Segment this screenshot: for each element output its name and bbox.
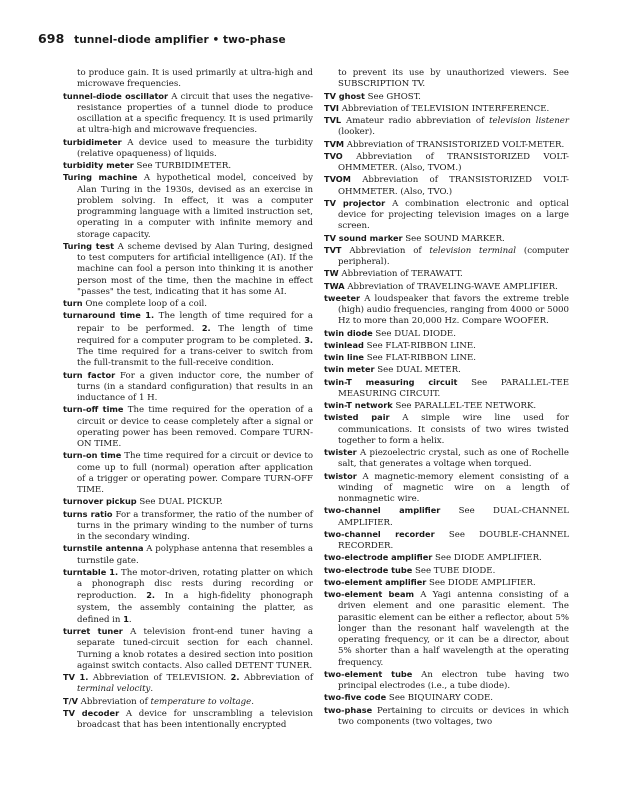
dictionary-entry [324, 589, 569, 669]
entry-term: two-electrode tube [324, 564, 413, 575]
entry-term: two-channel recorder [324, 528, 435, 539]
dictionary-entry [324, 447, 569, 471]
definition-text: The time required for a circuit or device to come up to full (normal) operation after application of a trigger or operating power. Compare TURN-OFF TIME. [77, 451, 313, 495]
entry-term: turbidimeter [63, 136, 122, 147]
definition-text: One complete loop of a coil. [82, 299, 207, 309]
dictionary-entry [324, 669, 569, 693]
definition-text: A combination electronic and optical device for projecting television images on a large screen. [338, 198, 569, 232]
entry-term: TVL [324, 115, 342, 125]
definition-text: Abbreviation of TELEVISION INTERFERENCE. [338, 103, 550, 114]
dictionary-entry [324, 151, 569, 175]
definition-text: Abbreviation of TRAVELING-WAVE AMPLIFIER. [344, 281, 558, 292]
sense-number: 1 [123, 613, 129, 624]
sense-number: 1. [109, 566, 119, 577]
dictionary-entry [324, 552, 569, 564]
definition-text: Abbreviation of [77, 696, 151, 707]
running-head-guide-words: tunnel-diode amplifier • two-phase [74, 34, 286, 46]
entry-term: tweeter [324, 292, 361, 303]
dictionary-entry [324, 245, 569, 269]
definition-text: Abbreviation of TRANSISTORIZED VOLT-OHMMETER. (Also, TVOM.) [338, 151, 569, 173]
dictionary-entry [324, 103, 569, 115]
dictionary-entry [324, 400, 569, 412]
entry-term: twisted pair [324, 412, 390, 423]
definition-text: Abbreviation of TRANSISTORIZED VOLT-METER. [344, 139, 565, 150]
entry-term: turns ratio [63, 508, 113, 519]
definition-text: Abbreviation of [239, 673, 314, 683]
definition-text: See TUBE DIODE. [412, 565, 496, 576]
sense-number: 2. [146, 590, 156, 601]
entry-term: TVO [324, 150, 343, 161]
entry-term: T/V [63, 695, 78, 706]
definition-text: Amateur radio abbreviation of [341, 116, 490, 126]
entry-term: twin meter [324, 364, 375, 375]
definition-text: A scheme devised by Alan Turing, designed to test computers for artificial intelligence (AI). If the machine can fool a person into thinking it is another person most of the time, then the machine in effect "passes" the test, indicating that it has some AI. [77, 241, 313, 297]
dictionary-entry [324, 377, 569, 401]
entry-term: TVT [324, 244, 342, 255]
definition-text: See FLAT-RIBBON LINE. [363, 353, 477, 363]
definition-text: See PARALLEL-TEE MEASURING CIRCUIT. [338, 377, 569, 399]
dictionary-entry [63, 298, 313, 310]
entry-term: turn [63, 298, 83, 308]
definition-text: See SOUND MARKER. [402, 233, 505, 244]
entry-term: twin diode [324, 327, 373, 338]
entry-term: two-electrode amplifier [324, 552, 433, 563]
definition-text: See DUAL DIODE. [372, 328, 456, 339]
dictionary-entry [324, 364, 569, 376]
definition-text: See DIODE AMPLIFIER. [426, 577, 536, 588]
sense-number: 3. [304, 334, 313, 345]
dictionary-entry [324, 198, 569, 233]
definition-text: The time required for the operation of a circuit or device to cease completely after a signal or operating power has been removed. Compare TURN-ON TIME. [77, 405, 314, 449]
entry-term: turntable [63, 566, 107, 577]
sense-number: 1. [145, 310, 155, 321]
definition-text: Abbreviation of TRANSISTORIZED VOLT-OHMMETER. (Also, TVO.) [338, 175, 569, 197]
definition-text: A circuit that uses the negative-resistance properties of a tunnel diode to produce oscillation at a specific frequency. It is used primarily at ultra-high and microwave frequencies. [77, 91, 313, 136]
italic-text: television listener [489, 116, 569, 126]
entry-term: TVM [324, 138, 345, 149]
entry-term: TV decoder [63, 707, 120, 718]
entry-term: twinlead [324, 339, 364, 350]
definition-text: A device for unscrambling a television broadcast that has been intentionally encrypted [77, 708, 313, 730]
dictionary-entry [63, 672, 313, 696]
definition-text: Abbreviation of [341, 245, 430, 256]
dictionary-entry [324, 565, 569, 577]
dictionary-entry [324, 268, 569, 280]
entry-term: two-element beam [324, 589, 415, 599]
dictionary-entry [324, 705, 569, 729]
dictionary-entry [324, 529, 569, 553]
entry-term: turn factor [63, 369, 116, 380]
dictionary-entry [63, 696, 313, 708]
dictionary-entry [324, 412, 569, 447]
dictionary-entry [63, 241, 313, 298]
entry-term: turn-on time [63, 450, 122, 461]
dictionary-entry [63, 509, 313, 544]
definition-text: See DUAL METER. [374, 365, 461, 376]
definition-text: The motor-driven, rotating platter on which a phonograph disc rests during recording or reproduction. [77, 567, 313, 602]
dictionary-entry [324, 115, 569, 139]
dictionary-entry [63, 543, 313, 567]
entry-term: Turing machine [63, 172, 138, 183]
dictionary-entry [63, 137, 313, 161]
definition-text: A Yagi antenna consisting of a driven element and one parasitic element. The parasitic element can be either a reflector, about 5% longer than the resonant half wavelength at the operating frequency, or it can be a director, about 5% shorter than a half wavelength at the operating frequency. [338, 590, 569, 668]
italic-text: television terminal [429, 245, 517, 256]
dictionary-entry [324, 328, 569, 340]
definition-text: See BIQUINARY CODE. [386, 693, 493, 704]
entry-term: turret tuner [63, 626, 123, 636]
dictionary-entry [324, 340, 569, 352]
dictionary-entry [63, 450, 313, 496]
definition-text: . [128, 614, 132, 625]
definition-text: A television front-end tuner having a separate tuned-circuit section for each channel. Turning a knob rotates a desired section into position against switch contacts. Also called DETENT TUNER. [77, 627, 313, 671]
definition-text: Pertaining to circuits or devices in which two components (two voltages, two [338, 705, 569, 727]
definition-text: A device used to measure the turbidity (relative opaqueness) of liquids. [77, 137, 313, 159]
definition-text: In a high-fidelity phonograph system, the assembly containing the platter, as defined in [77, 591, 314, 625]
dictionary-entry [63, 160, 313, 172]
entry-term: TV [63, 672, 75, 682]
left-column [63, 68, 313, 731]
sense-number: 2. [230, 672, 240, 682]
dictionary-entry [324, 577, 569, 589]
definition-text: A simple wire line used for communications. It consists of two wires twisted together to form a helix. [338, 413, 569, 446]
dictionary-entry [63, 172, 313, 241]
entry-term: twistor [324, 470, 357, 481]
entry-term: two-channel amplifier [324, 505, 441, 516]
definition-text: See DUAL-CHANNEL AMPLIFIER. [338, 506, 569, 528]
entry-term: TVOM [324, 174, 351, 185]
sense-number: 1. [79, 672, 89, 682]
entry-term: turn-off time [63, 404, 124, 415]
definition-text: For a given inductor core, the number of turns (in a standard configuration) that results in an inductance of 1 H. [77, 370, 313, 403]
definition-text: to produce gain. It is used primarily at ultra-high and microwave frequencies. [77, 68, 313, 90]
entry-term: twin line [324, 352, 364, 362]
italic-text: terminal velocity [77, 684, 151, 695]
dictionary-entry [324, 139, 569, 151]
running-header [38, 31, 286, 46]
entry-term: twister [324, 447, 357, 457]
definition-text: A piezoelectric crystal, such as one of Rochelle salt, that generates a voltage when torqued. [338, 448, 569, 470]
definition-text: See GHOST. [364, 91, 421, 102]
definition-text: A polyphase antenna that resembles a turnstile gate. [77, 544, 313, 566]
sense-number: 2. [201, 322, 211, 333]
dictionary-entry [63, 626, 313, 672]
dictionary-entry [324, 174, 569, 198]
right-column [324, 68, 569, 728]
entry-term: two-element amplifier [324, 576, 427, 587]
definition-text: See TURBIDIMETER. [133, 161, 232, 171]
definition-text: A magnetic-memory element consisting of a winding of magnetic wire on a length of nonmagnetic wire. [338, 471, 569, 504]
definition-text: See PARALLEL-TEE NETWORK. [392, 401, 537, 411]
dictionary-entry [63, 496, 313, 508]
definition-text: The time required for a trans-ceiver to switch from the full-transmit to the full-receive condition. [77, 347, 313, 369]
definition-text: . [251, 696, 254, 707]
dictionary-entry [324, 233, 569, 245]
dictionary-entry [63, 567, 313, 626]
entry-term: TV sound marker [324, 232, 403, 243]
entry-term: turnover pickup [63, 496, 137, 507]
dictionary-entry [324, 352, 569, 364]
definition-text: Abbreviation of TERAWATT. [338, 269, 463, 280]
dictionary-entry [63, 310, 313, 369]
definition-text: to prevent its use by unauthorized viewers. See SUBSCRIPTION TV. [338, 68, 569, 90]
entry-term: TWA [324, 280, 345, 291]
entry-term: TV ghost [324, 90, 365, 101]
definition-text: An electron tube having two principal electrodes (i.e., a tube diode). [338, 669, 569, 691]
definition-text: See DOUBLE-CHANNEL RECORDER. [338, 529, 569, 551]
definition-text: See DUAL PICKUP. [136, 497, 223, 508]
entry-term: turbidity meter [63, 160, 134, 170]
dictionary-entry [63, 404, 313, 450]
definition-text: See DIODE AMPLIFIER. [432, 553, 542, 564]
entry-term: turnstile antenna [63, 543, 144, 554]
entry-term: two-five code [324, 692, 387, 703]
entry-term: turnaround time [63, 310, 141, 321]
entry-term: tunnel-diode oscillator [63, 90, 169, 101]
entry-term: TV projector [324, 197, 386, 208]
page-number: 698 [38, 31, 65, 46]
dictionary-entry [324, 91, 569, 103]
entry-term: two-element tube [324, 668, 413, 679]
definition-text: The length of time required for a computer program to be completed. [77, 323, 313, 346]
definition-text: . [150, 684, 154, 695]
dictionary-entry [324, 692, 569, 704]
dictionary-entry [324, 505, 569, 529]
definition-text: (looker). [338, 127, 375, 138]
entry-term: two-phase [324, 704, 373, 715]
definition-text: Abbreviation of TELEVISION. [88, 673, 231, 683]
entry-term: TVI [324, 102, 339, 113]
entry-term: TW [324, 268, 339, 279]
dictionary-entry [324, 281, 569, 293]
definition-text: For a transformer, the ratio of the number of turns in the primary winding to the number of turns in the secondary winding. [77, 509, 313, 542]
dictionary-entry [63, 370, 313, 405]
continued-entry [324, 68, 569, 91]
entry-term: Turing test [63, 240, 115, 251]
definition-text: A loudspeaker that favors the extreme treble (high) audio frequencies, ranging from 4000 or 5000 Hz to more than 20,000 Hz. Compare WOOFER. [338, 293, 569, 327]
continued-entry [63, 68, 313, 91]
entry-term: twin-T measuring circuit [324, 376, 458, 387]
dictionary-entry [324, 471, 569, 506]
definition-text: The length of time required for a repair to be performed. [77, 311, 313, 334]
dictionary-entry [63, 91, 313, 137]
dictionary-entry [324, 293, 569, 328]
entry-term: twin-T network [324, 400, 393, 410]
definition-text: (computer peripheral). [338, 245, 570, 267]
dictionary-entry [63, 708, 313, 732]
definition-text: A hypothetical model, conceived by Alan Turing in the 1930s, devised as an exercise in problem solving. In effect, it was a computer programming language with a limited instruction set, operating in a computer with infinite memory and storage capacity. [77, 173, 313, 240]
definition-text: See FLAT-RIBBON LINE. [363, 340, 476, 351]
italic-text: temperature to voltage [150, 696, 252, 707]
